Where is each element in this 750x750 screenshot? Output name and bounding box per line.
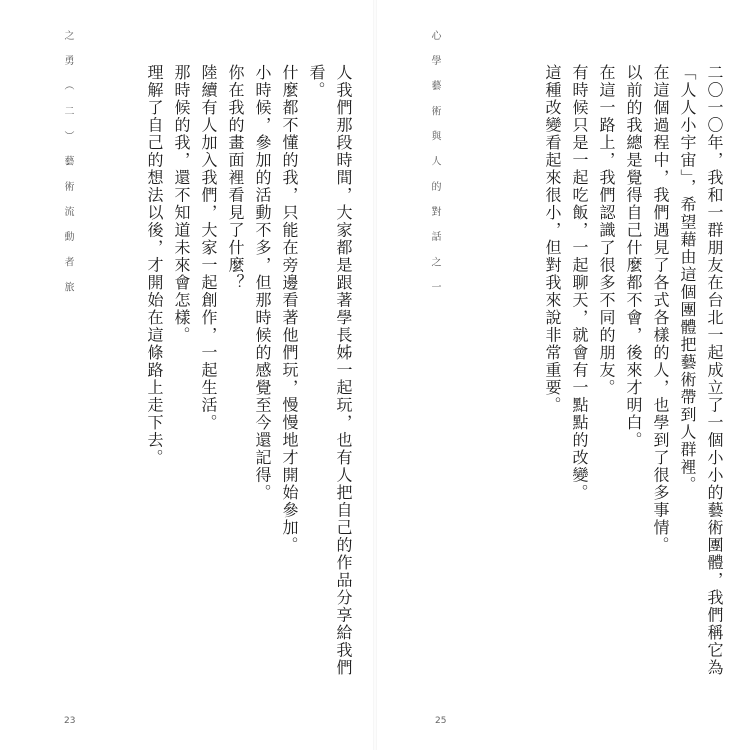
left-body-text: 人我們那段時間，大家都是跟著學長姊一起玩，也有人把自己的作品分享給我們看。 什麼都不懂的我，只能在旁邊看著他們玩，慢慢地才開始參加。 小時候，參加的活動不多，但那時候的感覺至今還記得。 你在我的畫面裡看見了什麼？ 陸續有人加入我們，大家一起創作，一起生活。 那時候的我，還不知道未來會怎樣。 理解了自己的想法以後，才開始在這條路上走下去。 xyxy=(145,64,353,677)
right-running-head: 心 學 藝 術 與 人 的 對 話 之 一 xyxy=(429,30,440,298)
left-running-head: 之 勇 （ 二 ） 藝 術 流 動 者 旅 xyxy=(62,30,73,298)
right-body-text: 二〇一〇年，我和一群朋友在台北一起成立了一個小小的藝術團體，我們稱它為「人人小宇宙」，希望藉由這個團體把藝術帶到人群裡。 在這個過程中，我們遇見了各式各樣的人，也學到了很多事情。 以前的我總是覺得自己什麼都不會，後來才明白。 在這一路上，我們認識了很多不同的朋友。 有時候只是一起吃飯，一起聊天，就會有一點點的改變。 這種改變看起來很小，但對我來說非常重要。 xyxy=(543,64,724,677)
right-page xyxy=(375,0,750,750)
right-page-number: 25 xyxy=(435,716,447,726)
left-page-number: 23 xyxy=(64,716,76,726)
